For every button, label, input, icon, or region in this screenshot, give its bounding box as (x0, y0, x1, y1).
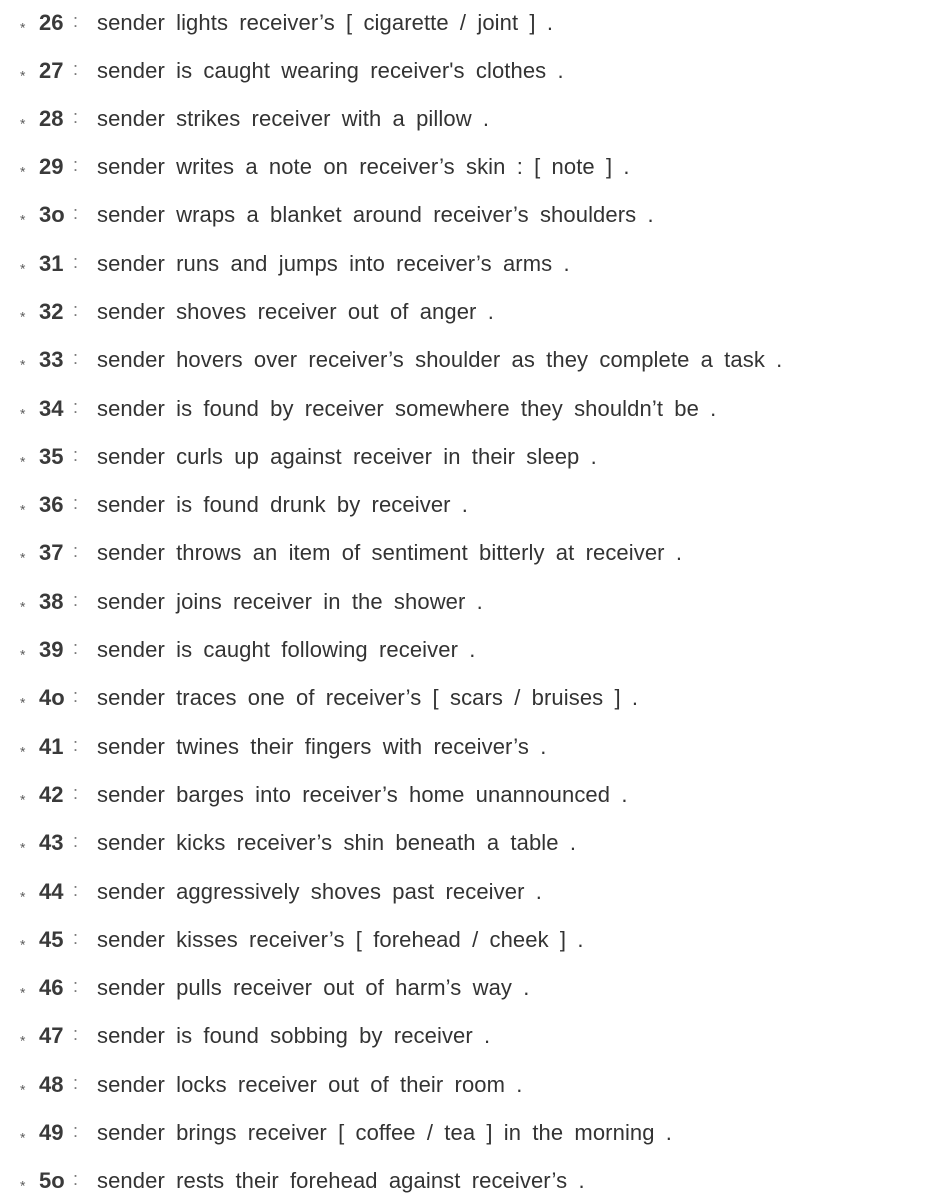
item-text: sender aggressively shoves past receiver . (97, 879, 542, 904)
item-text: sender is found drunk by receiver . (97, 492, 469, 517)
item-number: 29 (39, 154, 64, 179)
item-text: sender is found sobbing by receiver . (97, 1023, 491, 1048)
list-item (0, 51, 927, 91)
item-text: sender twines their fingers with receiver’s . (97, 734, 547, 759)
item-text: sender shoves receiver out of anger . (97, 299, 494, 324)
list-item (0, 244, 927, 284)
item-separator: : (73, 202, 79, 223)
bullet-icon: * (20, 211, 26, 228)
item-number: 44 (39, 879, 64, 904)
item-text: sender rests their forehead against receiver’s . (97, 1168, 585, 1193)
list-item (0, 775, 927, 815)
item-text: sender curls up against receiver in their sleep . (97, 444, 597, 469)
item-separator: : (73, 347, 79, 368)
item-separator: : (73, 251, 79, 272)
bullet-icon: * (20, 936, 26, 953)
list-item (0, 533, 927, 573)
item-text: sender wraps a blanket around receiver’s shoulders . (97, 202, 654, 227)
item-number: 45 (39, 927, 64, 952)
item-text: sender barges into receiver’s home unannounced . (97, 782, 628, 807)
list-item (0, 147, 927, 187)
item-number: 42 (39, 782, 64, 807)
item-text: sender brings receiver [ coffee / tea ] in the morning . (97, 1120, 673, 1145)
bullet-icon: * (20, 115, 26, 132)
item-number: 49 (39, 1120, 64, 1145)
item-separator: : (73, 782, 79, 803)
item-number: 3o (39, 202, 65, 227)
item-separator: : (73, 1120, 79, 1141)
item-number: 38 (39, 589, 64, 614)
bullet-icon: * (20, 694, 26, 711)
item-separator: : (73, 879, 79, 900)
item-separator: : (73, 154, 79, 175)
item-number: 43 (39, 830, 64, 855)
item-separator: : (73, 927, 79, 948)
item-text: sender joins receiver in the shower . (97, 589, 483, 614)
bullet-icon: * (20, 646, 26, 663)
item-text: sender kisses receiver’s [ forehead / cheek ] . (97, 927, 584, 952)
item-number: 34 (39, 396, 64, 421)
item-number: 27 (39, 58, 64, 83)
item-number: 35 (39, 444, 64, 469)
list-item (0, 582, 927, 622)
list-item (0, 920, 927, 960)
item-number: 39 (39, 637, 64, 662)
item-separator: : (73, 492, 79, 513)
bullet-icon: * (20, 67, 26, 84)
list-item (0, 968, 927, 1008)
list-item (0, 389, 927, 429)
item-separator: : (73, 1168, 79, 1189)
bullet-icon: * (20, 598, 26, 615)
item-number: 36 (39, 492, 64, 517)
list-item (0, 99, 927, 139)
bullet-icon: * (20, 743, 26, 760)
list-item (0, 1161, 927, 1201)
item-separator: : (73, 299, 79, 320)
item-separator: : (73, 589, 79, 610)
item-text: sender is caught following receiver . (97, 637, 476, 662)
list-item (0, 1113, 927, 1153)
item-separator: : (73, 734, 79, 755)
item-number: 4o (39, 685, 65, 710)
item-number: 47 (39, 1023, 64, 1048)
item-text: sender pulls receiver out of harm’s way . (97, 975, 530, 1000)
bullet-icon: * (20, 1032, 26, 1049)
item-text: sender is caught wearing receiver's clothes . (97, 58, 564, 83)
list-item (0, 292, 927, 332)
item-separator: : (73, 540, 79, 561)
list-item (0, 195, 927, 235)
bullet-icon: * (20, 308, 26, 325)
list-item (0, 485, 927, 525)
bullet-icon: * (20, 839, 26, 856)
bullet-icon: * (20, 888, 26, 905)
item-text: sender throws an item of sentiment bitterly at receiver . (97, 540, 683, 565)
list-item (0, 3, 927, 43)
bullet-icon: * (20, 791, 26, 808)
item-separator: : (73, 106, 79, 127)
list-item (0, 340, 927, 380)
item-number: 46 (39, 975, 64, 1000)
item-number: 33 (39, 347, 64, 372)
item-separator: : (73, 685, 79, 706)
item-number: 48 (39, 1072, 64, 1097)
bullet-icon: * (20, 1081, 26, 1098)
item-separator: : (73, 830, 79, 851)
bullet-icon: * (20, 1177, 26, 1194)
bullet-icon: * (20, 453, 26, 470)
list-item (0, 630, 927, 670)
item-separator: : (73, 10, 79, 31)
item-separator: : (73, 444, 79, 465)
item-number: 28 (39, 106, 64, 131)
bullet-icon: * (20, 163, 26, 180)
list-item (0, 1016, 927, 1056)
bullet-icon: * (20, 1129, 26, 1146)
item-text: sender is found by receiver somewhere they shouldn’t be . (97, 396, 717, 421)
item-number: 41 (39, 734, 64, 759)
bullet-icon: * (20, 356, 26, 373)
list-item (0, 678, 927, 718)
item-text: sender writes a note on receiver’s skin : [ note ] . (97, 154, 630, 179)
item-number: 5o (39, 1168, 65, 1193)
item-separator: : (73, 975, 79, 996)
list-item (0, 727, 927, 767)
item-number: 26 (39, 10, 64, 35)
item-number: 32 (39, 299, 64, 324)
item-separator: : (73, 396, 79, 417)
bullet-icon: * (20, 984, 26, 1001)
bullet-icon: * (20, 405, 26, 422)
item-text: sender runs and jumps into receiver’s arms . (97, 251, 570, 276)
bullet-icon: * (20, 19, 26, 36)
bullet-icon: * (20, 501, 26, 518)
item-text: sender traces one of receiver’s [ scars / bruises ] . (97, 685, 639, 710)
list-item (0, 823, 927, 863)
item-separator: : (73, 58, 79, 79)
list-item (0, 437, 927, 477)
bullet-icon: * (20, 549, 26, 566)
item-text: sender strikes receiver with a pillow . (97, 106, 490, 131)
list-item (0, 872, 927, 912)
item-text: sender locks receiver out of their room . (97, 1072, 523, 1097)
item-text: sender lights receiver’s [ cigarette / joint ] . (97, 10, 554, 35)
item-text: sender hovers over receiver’s shoulder as they complete a task . (97, 347, 783, 372)
item-separator: : (73, 637, 79, 658)
item-number: 31 (39, 251, 64, 276)
bullet-icon: * (20, 260, 26, 277)
item-number: 37 (39, 540, 64, 565)
item-separator: : (73, 1023, 79, 1044)
list-item (0, 1065, 927, 1105)
item-text: sender kicks receiver’s shin beneath a table . (97, 830, 577, 855)
item-separator: : (73, 1072, 79, 1093)
